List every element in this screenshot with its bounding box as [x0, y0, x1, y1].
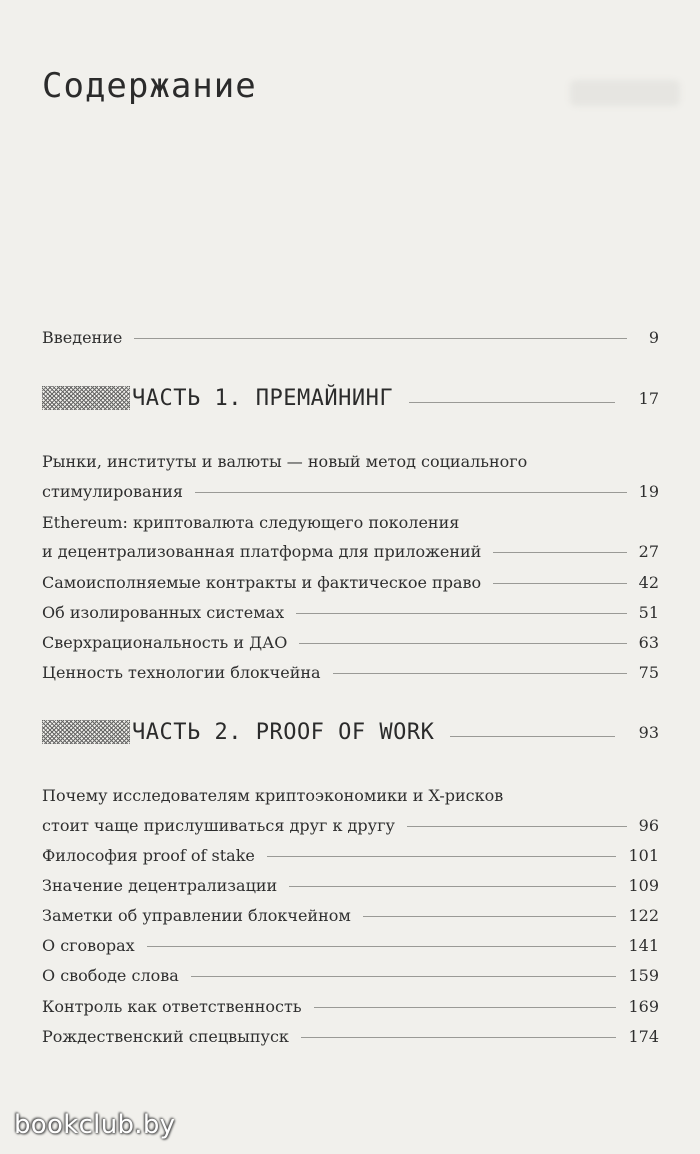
- toc-entry-title: Заметки об управлении блокчейном: [42, 906, 351, 925]
- part-heading-2: [42, 718, 659, 746]
- toc-page-number: 19: [638, 482, 659, 501]
- dot-leader: [296, 613, 626, 614]
- part-title: ЧАСТЬ 2. PROOF OF WORK: [132, 719, 435, 745]
- toc-entry: [42, 452, 659, 472]
- hatch-decoration: [42, 720, 130, 744]
- dot-leader: [289, 886, 616, 887]
- watermark: bookclub.by: [14, 1110, 176, 1140]
- part-title: ЧАСТЬ 1. ПРЕМАЙНИНГ: [132, 385, 394, 411]
- toc-page-number: 169: [628, 997, 659, 1016]
- dot-leader: [267, 856, 617, 857]
- toc-page-number: 109: [628, 876, 659, 895]
- toc-page-number: 75: [638, 663, 659, 682]
- toc-page-number: 9: [648, 328, 659, 347]
- dot-leader: [493, 552, 626, 553]
- toc-entry: [42, 816, 659, 836]
- toc-entry-title: и децентрализованная платформа для приложений: [42, 542, 482, 561]
- toc-entry: [42, 513, 659, 533]
- toc-entry: [42, 663, 659, 683]
- toc-page-number: 141: [628, 936, 659, 955]
- dot-leader: [301, 1037, 617, 1038]
- dot-leader: [299, 643, 626, 644]
- toc-page-number: 42: [638, 573, 659, 592]
- toc-entry-title: Сверхрациональность и ДАО: [42, 633, 288, 652]
- toc-entry-title: Контроль как ответственность: [42, 997, 302, 1016]
- toc-entry: [42, 542, 659, 562]
- toc-entry: [42, 906, 659, 926]
- toc-page-number: 96: [638, 816, 659, 835]
- toc-entry: [42, 573, 659, 593]
- dot-leader: [450, 736, 614, 737]
- toc-entry-title: Значение децентрализации: [42, 876, 278, 895]
- toc-page-number: 101: [628, 846, 659, 865]
- toc-entry-title: стимулирования: [42, 482, 184, 501]
- dot-leader: [409, 402, 614, 403]
- dot-leader: [363, 916, 617, 917]
- toc-entry-title-line1: Рынки, институты и валюты — новый метод социального: [42, 452, 528, 471]
- dot-leader: [493, 583, 627, 584]
- toc-entry-title: О свободе слова: [42, 966, 179, 985]
- toc-entry: [42, 633, 659, 653]
- dot-leader: [134, 338, 627, 339]
- toc-entry: [42, 997, 659, 1017]
- toc-entry: [42, 786, 659, 806]
- dot-leader: [191, 976, 617, 977]
- toc-page-number: 51: [638, 603, 659, 622]
- toc-page-number: 27: [638, 542, 659, 561]
- toc-page-number: 93: [638, 722, 659, 742]
- toc-entry: [42, 876, 659, 896]
- toc-entry-title: О сговорах: [42, 936, 135, 955]
- dot-leader: [195, 492, 627, 493]
- toc-entry: [42, 482, 659, 502]
- page-title: Содержание: [42, 66, 257, 106]
- toc-entry: [42, 603, 659, 623]
- toc-page-number: 122: [628, 906, 659, 925]
- toc-entry-title: Об изолированных системах: [42, 603, 285, 622]
- toc-entry: [42, 1027, 659, 1047]
- toc-page-number: 63: [638, 633, 659, 652]
- toc-entry-title-line1: Почему исследователям криптоэкономики и X-рисков: [42, 786, 504, 805]
- toc-entry: [42, 936, 659, 956]
- page-smudge: [570, 80, 680, 106]
- toc-entry-title: Самоисполняемые контракты и фактическое право: [42, 573, 482, 592]
- toc-entry: [42, 846, 659, 866]
- toc-entry-title: Введение: [42, 328, 123, 347]
- dot-leader: [147, 946, 617, 947]
- toc-entry-title-line1: Ethereum: криптовалюта следующего поколения: [42, 513, 460, 532]
- toc-page-number: 159: [628, 966, 659, 985]
- toc-page-number: 17: [638, 388, 659, 408]
- toc-entry-title: Ценность технологии блокчейна: [42, 663, 321, 682]
- part-heading-1: [42, 384, 659, 412]
- toc-entry-intro: [42, 328, 659, 348]
- dot-leader: [314, 1007, 617, 1008]
- toc-entry-title: стоит чаще прислушиваться друг к другу: [42, 816, 395, 835]
- toc-page-number: 174: [628, 1027, 659, 1046]
- toc-entry: [42, 966, 659, 986]
- hatch-decoration: [42, 386, 130, 410]
- dot-leader: [407, 826, 627, 827]
- toc-entry-title: Философия proof of stake: [42, 846, 255, 865]
- toc-entry-title: Рождественский спецвыпуск: [42, 1027, 289, 1046]
- dot-leader: [333, 673, 627, 674]
